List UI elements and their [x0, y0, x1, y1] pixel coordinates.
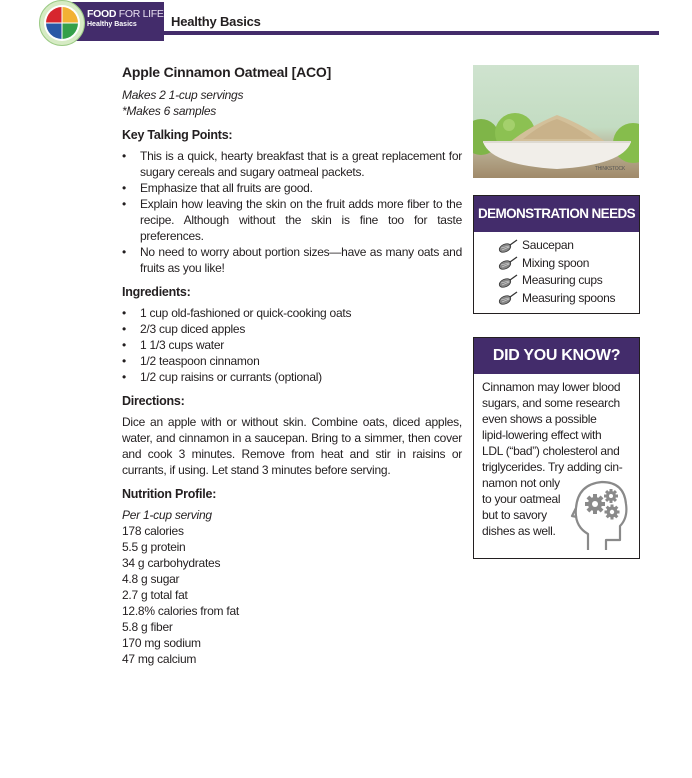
list-item	[498, 272, 639, 290]
did-you-know-line: Cinnamon may lower blood	[482, 380, 621, 394]
did-you-know-line: LDL (“bad”) cholesterol and	[482, 444, 620, 458]
nutrition-item: 47 mg calcium	[122, 652, 197, 666]
list-item	[498, 255, 639, 273]
food-for-life-logo-icon	[38, 0, 86, 46]
ingredients-list	[122, 305, 462, 385]
recipe-samples: *Makes 6 samples	[122, 104, 217, 118]
did-you-know-box	[473, 337, 640, 559]
demonstration-needs-box	[473, 195, 640, 314]
did-you-know-heading: DID YOU KNOW?	[474, 338, 639, 374]
did-you-know-line: triglycerides. Try adding cin-	[482, 460, 623, 474]
list-item: • 2/3 cup diced apples	[122, 321, 462, 337]
brand-subtitle: Healthy Basics	[87, 21, 137, 28]
nutrition-item: 5.8 g fiber	[122, 620, 173, 634]
talking-points-list	[122, 148, 462, 276]
recipe-content	[122, 63, 462, 667]
demo-item-label: Saucepan	[522, 238, 574, 252]
whisk-icon	[498, 256, 518, 270]
whisk-icon	[498, 274, 518, 288]
nutrition-item: 170 mg sodium	[122, 636, 201, 650]
did-you-know-line: to your oatmeal	[482, 492, 561, 506]
demo-item-label: Measuring spoons	[522, 290, 616, 305]
brand-food: FOOD	[87, 8, 117, 20]
nutrition-item: 178 calories	[122, 524, 184, 538]
brand-text	[87, 8, 164, 29]
oatmeal-photo	[473, 65, 639, 178]
directions-heading: Directions:	[122, 394, 185, 408]
did-you-know-line: lipid-lowering effect with	[482, 428, 602, 442]
photo-credit: THINKSTOCK	[594, 166, 625, 172]
head-gears-icon	[570, 476, 630, 556]
list-item	[498, 237, 639, 255]
list-item: • This is a quick, hearty breakfast that is a great replacement for sugary cereals and sugary oatmeal packets.	[122, 148, 462, 180]
recipe-title: Apple Cinnamon Oatmeal [ACO]	[122, 64, 332, 80]
did-you-know-line: but to savory	[482, 508, 547, 522]
header-divider	[164, 31, 659, 35]
demonstration-needs-heading: DEMONSTRATION NEEDS	[474, 196, 639, 232]
section-title: Healthy Basics	[171, 14, 261, 29]
demo-item-label: Mixing spoon	[522, 255, 590, 270]
list-item: • No need to worry about portion sizes—have as many oats and fruits as you like!	[122, 244, 462, 276]
did-you-know-line: namon not only	[482, 476, 560, 490]
did-you-know-line: even shows a possible	[482, 412, 597, 426]
list-item: • 1 1/3 cups water	[122, 337, 462, 353]
nutrition-heading: Nutrition Profile:	[122, 487, 217, 501]
demo-item-label: Measuring cups	[522, 273, 603, 287]
nutrition-item: 5.5 g protein	[122, 540, 186, 554]
directions-text: Dice an apple with or without skin. Combine oats, diced apples, water, and cinnamon in a saucepan. Bring to a simmer, then cover and cook 3 minutes. Remove from heat and stir in raisins or currants, if using. Let stand 3 minutes before serving.	[122, 415, 462, 477]
list-item: • 1 cup old-fashioned or quick-cooking oats	[122, 305, 462, 321]
did-you-know-line: sugars, and some research	[482, 396, 620, 410]
talking-points-heading: Key Talking Points:	[122, 128, 233, 142]
whisk-icon	[498, 291, 518, 305]
nutrition-item: 2.7 g total fat	[122, 588, 188, 602]
list-item: • Explain how leaving the skin on the fruit adds more fiber to the recipe. Although without the skin is fine too for taste preferences.	[122, 196, 462, 244]
list-item: • 1/2 teaspoon cinnamon	[122, 353, 462, 369]
brand-for-life: FOR LIFE	[118, 8, 164, 20]
nutrition-item: 34 g carbohydrates	[122, 556, 221, 570]
demonstration-needs-list	[474, 232, 639, 307]
ingredients-heading: Ingredients:	[122, 285, 191, 299]
list-item: • Emphasize that all fruits are good.	[122, 180, 462, 196]
oatmeal-bowl-illustration	[473, 65, 639, 178]
nutrition-item: 4.8 g sugar	[122, 572, 180, 586]
nutrition-list	[122, 507, 462, 667]
recipe-yield: Makes 2 1-cup servings	[122, 88, 244, 102]
list-item	[498, 290, 639, 308]
list-item: • 1/2 cup raisins or currants (optional)	[122, 369, 462, 385]
nutrition-item: 12.8% calories from fat	[122, 604, 239, 618]
did-you-know-line: dishes as well.	[482, 524, 556, 538]
whisk-icon	[498, 239, 518, 253]
nutrition-serving: Per 1-cup serving	[122, 508, 212, 522]
